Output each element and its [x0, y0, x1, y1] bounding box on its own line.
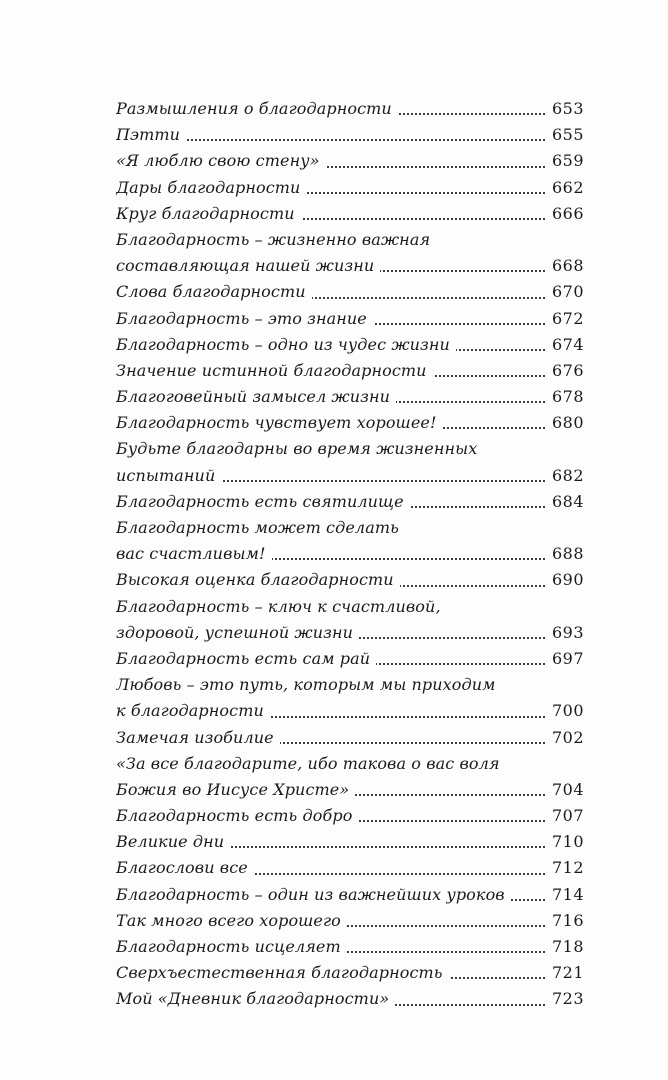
- toc-entry-page-number: 721: [546, 960, 584, 986]
- toc-entry[interactable]: [116, 803, 584, 829]
- toc-entry[interactable]: [116, 620, 584, 646]
- toc-entry-page-number: 688: [546, 541, 584, 567]
- toc-entry[interactable]: [116, 855, 584, 881]
- toc-entry-page-number: 672: [546, 306, 584, 332]
- toc-entry[interactable]: [116, 777, 584, 803]
- toc-entry-page-number: 678: [546, 384, 584, 410]
- toc-entry-title: Пэтти: [116, 125, 186, 144]
- toc-entry[interactable]: [116, 332, 584, 358]
- toc-entry-title: составляющая нашей жизни: [116, 256, 380, 275]
- toc-entry-title: Слова благодарности: [116, 282, 312, 301]
- toc-entry[interactable]: [116, 306, 584, 332]
- toc-entry-page-number: 690: [546, 567, 584, 593]
- toc-entry-page-number: 655: [546, 122, 584, 148]
- toc-entry-page-number: 674: [546, 332, 584, 358]
- toc-entry-title: Дары благодарности: [116, 178, 306, 197]
- toc-entry-page-number: 697: [546, 646, 584, 672]
- toc-entry[interactable]: [116, 463, 584, 489]
- toc-entry[interactable]: [116, 541, 584, 567]
- dot-leader: [116, 139, 584, 141]
- toc-entry[interactable]: [116, 882, 584, 908]
- toc-entry-page-number: 653: [546, 96, 584, 122]
- toc-entry-title: Благодарность чувствует хорошее!: [116, 413, 442, 432]
- toc-entry-page-number: 700: [546, 698, 584, 724]
- toc-entry-title: Благоговейный замысел жизни: [116, 387, 396, 406]
- toc-entry-title: Благодарность может сделать: [116, 518, 405, 537]
- toc-entry-title: Круг благодарности: [116, 204, 301, 223]
- toc-entry-page-number: 684: [546, 489, 584, 515]
- toc-entry[interactable]: [116, 594, 584, 620]
- toc-entry-title: Великие дни: [116, 832, 230, 851]
- toc-entry[interactable]: [116, 725, 584, 751]
- toc-entry-title: Благодарность – один из важнейших уроков: [116, 885, 511, 904]
- toc-entry[interactable]: [116, 751, 584, 777]
- toc-entry-page-number: 662: [546, 175, 584, 201]
- toc-entry[interactable]: [116, 175, 584, 201]
- toc-entry[interactable]: [116, 358, 584, 384]
- toc-entry-title: Высокая оценка благодарности: [116, 570, 400, 589]
- toc-entry-page-number: 693: [546, 620, 584, 646]
- toc-entry-page-number: 680: [546, 410, 584, 436]
- toc-entry-title: Так много всего хорошего: [116, 911, 347, 930]
- toc-entry-title: Любовь – это путь, которым мы приходим: [116, 675, 502, 694]
- toc-entry-title: Благодарность есть добро: [116, 806, 358, 825]
- toc-entry-title: Размышления о благодарности: [116, 99, 398, 118]
- toc-entry[interactable]: [116, 698, 584, 724]
- toc-entry-page-number: 707: [546, 803, 584, 829]
- toc-entry[interactable]: [116, 279, 584, 305]
- toc-entry-title: вас счастливым!: [116, 544, 272, 563]
- toc-entry-page-number: 670: [546, 279, 584, 305]
- toc-entry-title: Благодарность – ключ к счастливой,: [116, 597, 447, 616]
- toc-entry-title: Мой «Дневник благодарности»: [116, 989, 395, 1008]
- toc-entry-title: «За все благодарите, ибо такова о вас воля: [116, 754, 506, 773]
- toc-entry-title: Значение истинной благодарности: [116, 361, 433, 380]
- toc-entry-page-number: 666: [546, 201, 584, 227]
- toc-entry[interactable]: [116, 672, 584, 698]
- toc-entry-page-number: 723: [546, 986, 584, 1012]
- toc-entry-page-number: 676: [546, 358, 584, 384]
- toc-entry[interactable]: [116, 201, 584, 227]
- toc-entry[interactable]: [116, 122, 584, 148]
- toc-entry-title: «Я люблю свою стену»: [116, 151, 325, 170]
- toc-entry-title: Благодарность есть святилище: [116, 492, 410, 511]
- toc-entry[interactable]: [116, 148, 584, 174]
- toc-entry-title: Благодарность исцеляет: [116, 937, 347, 956]
- toc-entry[interactable]: [116, 515, 584, 541]
- toc-entry[interactable]: [116, 908, 584, 934]
- toc-entry[interactable]: [116, 410, 584, 436]
- toc-entry[interactable]: [116, 934, 584, 960]
- toc-entry-title: Благодарность – одно из чудес жизни: [116, 335, 456, 354]
- toc-entry-page-number: 712: [546, 855, 584, 881]
- toc-entry[interactable]: [116, 489, 584, 515]
- toc-entry[interactable]: [116, 384, 584, 410]
- toc-entry[interactable]: [116, 436, 584, 462]
- toc-entry[interactable]: [116, 567, 584, 593]
- toc-entry[interactable]: [116, 253, 584, 279]
- toc-entry-title: к благодарности: [116, 701, 270, 720]
- toc-entry-title: Сверхъестественная благодарность: [116, 963, 449, 982]
- toc-entry-page-number: 716: [546, 908, 584, 934]
- toc-entry-page-number: 718: [546, 934, 584, 960]
- toc-entry[interactable]: [116, 96, 584, 122]
- toc-entry-page-number: 714: [546, 882, 584, 908]
- toc-entry-title: Благодарность – это знание: [116, 309, 373, 328]
- toc-entry-title: здоровой, успешной жизни: [116, 623, 359, 642]
- toc-entry-page-number: 710: [546, 829, 584, 855]
- toc-entry-title: Благослови все: [116, 858, 254, 877]
- toc-entry-title: Замечая изобилие: [116, 728, 280, 747]
- toc-entry-page-number: 704: [546, 777, 584, 803]
- toc-entry-title: Благодарность есть сам рай: [116, 649, 376, 668]
- toc-entry[interactable]: [116, 986, 584, 1012]
- toc-entry-page-number: 668: [546, 253, 584, 279]
- toc-entry-title: Будьте благодарны во время жизненных: [116, 439, 483, 458]
- toc-entry[interactable]: [116, 829, 584, 855]
- toc-entry[interactable]: [116, 646, 584, 672]
- toc-entry[interactable]: [116, 960, 584, 986]
- toc-entry-title: Благодарность – жизненно важная: [116, 230, 436, 249]
- toc-entry-title: испытаний: [116, 466, 221, 485]
- table-of-contents: [116, 96, 584, 1013]
- toc-entry-title: Божия во Иисусе Христе»: [116, 780, 355, 799]
- toc-entry-page-number: 702: [546, 725, 584, 751]
- toc-entry[interactable]: [116, 227, 584, 253]
- toc-entry-page-number: 682: [546, 463, 584, 489]
- toc-entry-page-number: 659: [546, 148, 584, 174]
